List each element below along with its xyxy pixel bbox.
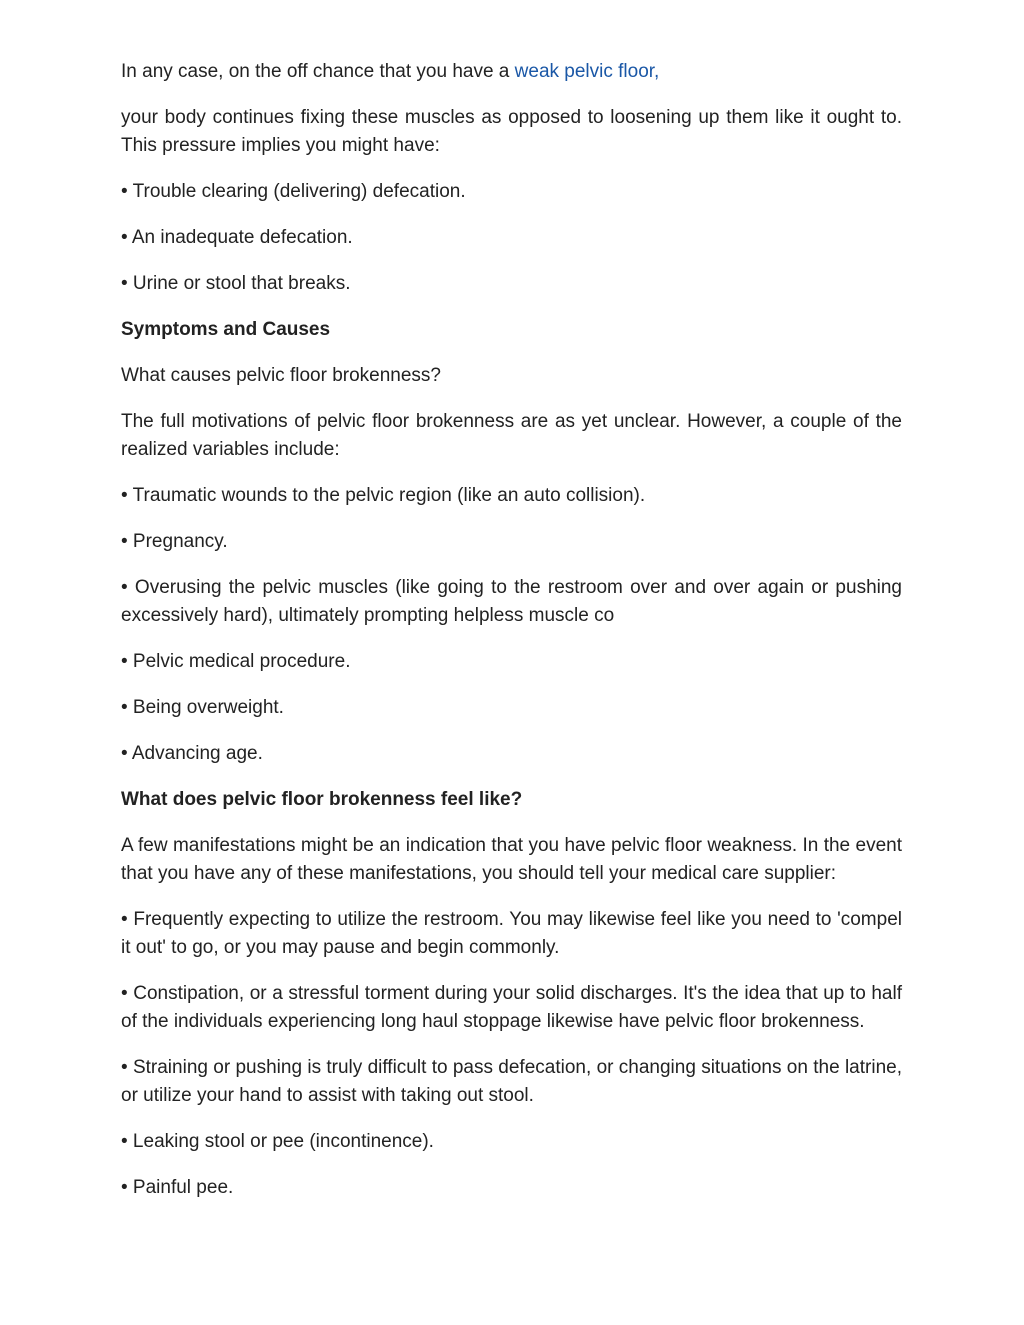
feel-heading: What does pelvic floor brokenness feel like? — [121, 789, 523, 810]
document-body — [121, 58, 902, 1220]
body-continues-paragraph: your body continues fixing these muscles as opposed to loosening up them like it ought to. This pressure implies you might have: — [121, 107, 902, 156]
list-item: • Straining or pushing is truly difficult to pass defecation, or changing situations on the latrine, or utilize your hand to assist with taking out stool. — [121, 1057, 902, 1106]
list-item: • Constipation, or a stressful torment during your solid discharges. It's the idea that up to half of the individuals experiencing long haul stoppage likewise have pelvic floor brokenness. — [121, 983, 902, 1032]
list-item: • Traumatic wounds to the pelvic region (like an auto collision). — [121, 485, 646, 506]
list-item: • Pregnancy. — [121, 531, 228, 552]
list-item: • Trouble clearing (delivering) defecation. — [121, 181, 466, 202]
causes-paragraph: The full motivations of pelvic floor brokenness are as yet unclear. However, a couple of the realized variables include: — [121, 411, 902, 460]
list-item: • Being overweight. — [121, 697, 284, 718]
list-item: • Frequently expecting to utilize the restroom. You may likewise feel like you need to 'compel it out' to go, or you may pause and begin commonly. — [121, 909, 902, 958]
list-item: • Pelvic medical procedure. — [121, 651, 351, 672]
intro-paragraph — [121, 58, 902, 86]
list-item: • Painful pee. — [121, 1177, 234, 1198]
list-item: • Leaking stool or pee (incontinence). — [121, 1131, 434, 1152]
weak-pelvic-floor-link[interactable]: weak pelvic floor, — [514, 61, 660, 82]
list-item: • Advancing age. — [121, 743, 263, 764]
list-item: • An inadequate defecation. — [121, 227, 353, 248]
list-item: • Urine or stool that breaks. — [121, 273, 351, 294]
symptoms-causes-heading: Symptoms and Causes — [121, 319, 331, 340]
causes-question: What causes pelvic floor brokenness? — [121, 365, 441, 386]
feel-paragraph: A few manifestations might be an indication that you have pelvic floor weakness. In the event that you have any of these manifestations, you should tell your medical care supplier: — [121, 835, 902, 884]
intro-lead-text: In any case, on the off chance that you have a — [121, 61, 515, 82]
list-item: • Overusing the pelvic muscles (like going to the restroom over and over again or pushing excessively hard), ultimately prompting helpless muscle co — [121, 577, 902, 626]
